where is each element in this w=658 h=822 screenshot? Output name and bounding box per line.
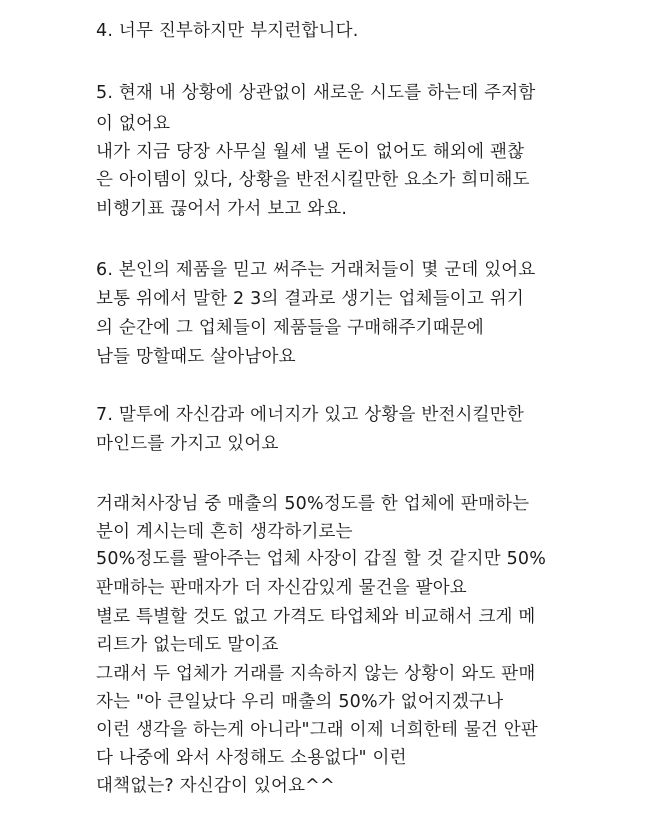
text-line: 그래서 두 업체가 거래를 지속하지 않는 상황이 와도 판매 <box>96 664 536 684</box>
text-line: 별로 특별할 것도 없고 가격도 타업체와 비교해서 크게 메 <box>96 607 536 627</box>
text-line: 5. 현재 내 상황에 상관없이 새로운 시도를 하는데 주저함 <box>96 83 536 103</box>
text-line: 은 아이템이 있다, 상황을 반전시킬만한 요소가 희미해도 <box>96 170 530 190</box>
text-line: 이런 생각을 하는게 아니라"그래 이제 너희한테 물건 안판 <box>96 720 539 740</box>
text-line: 7. 말투에 자신감과 에너지가 있고 상황을 반전시킬만한 <box>96 405 524 425</box>
text-line: 보통 위에서 말한 2 3의 결과로 생기는 업체들이고 위기 <box>96 289 524 309</box>
text-line: 비행기표 끊어서 가서 보고 와요. <box>96 199 348 219</box>
text-line: 자는 "아 큰일났다 우리 매출의 50%가 없어지겠구나 <box>96 692 504 712</box>
text-line: 리트가 없는데도 말이죠 <box>96 635 279 655</box>
text-line: 4. 너무 진부하지만 부지런합니다. <box>96 21 359 41</box>
text-line: 내가 지금 당장 사무실 월세 낼 돈이 없어도 해외에 괜찮 <box>96 142 525 162</box>
text-line: 남들 망할때도 살아남아요 <box>96 347 296 367</box>
text-line: 마인드를 가지고 있어요 <box>96 434 279 454</box>
text-line: 거래처사장님 중 매출의 50%정도를 한 업체에 판매하는 <box>96 494 530 514</box>
text-line: 의 순간에 그 업체들이 제품들을 구매해주기때문에 <box>96 318 485 338</box>
text-line: 대책없는? 자신감이 있어요^^ <box>96 776 335 796</box>
text-line: 50%정도를 팔아주는 업체 사장이 갑질 할 것 같지만 50% <box>96 549 547 569</box>
text-line: 판매하는 판매자가 더 자신감있게 물건을 팔아요 <box>96 578 467 598</box>
text-line: 분이 계시는데 흔히 생각하기로는 <box>96 522 353 542</box>
text-line: 이 없어요 <box>96 114 171 134</box>
text-line: 다 나중에 와서 사정해도 소용없다" 이런 <box>96 748 407 768</box>
text-line: 6. 본인의 제품을 믿고 써주는 거래처들이 몇 군데 있어요 <box>96 260 536 280</box>
